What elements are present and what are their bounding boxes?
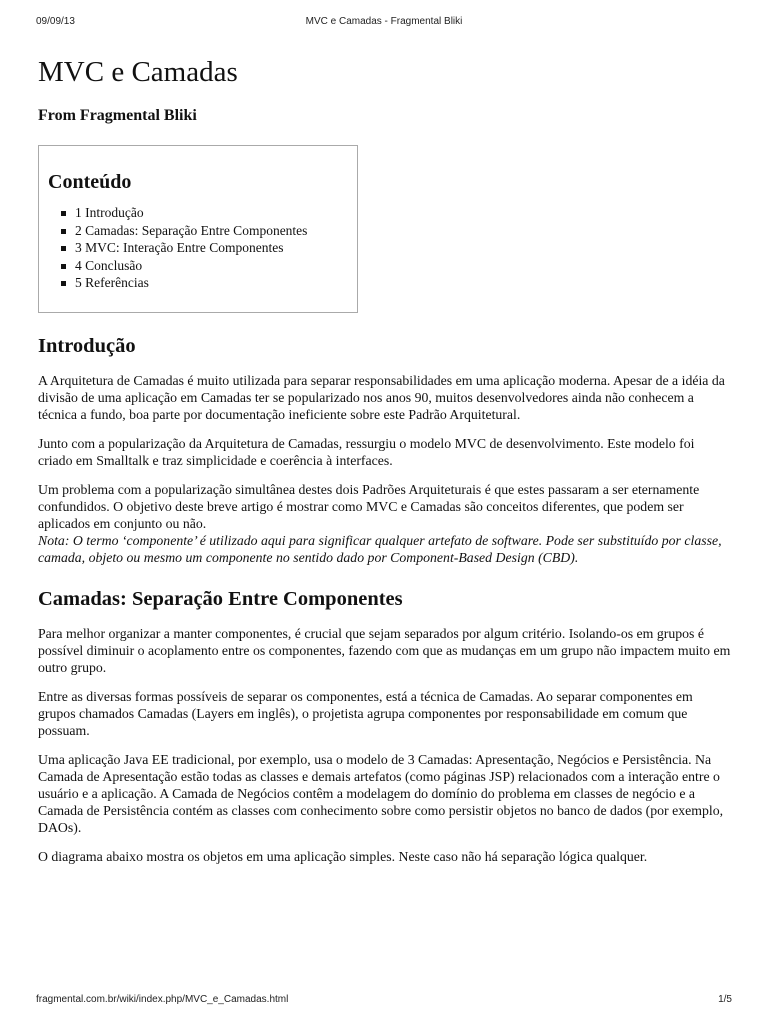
page-title: MVC e Camadas [38,56,238,88]
bullet-icon [61,211,66,216]
intro-paragraph: Um problema com a popularização simultânea destes dois Padrões Arquiteturais é que estes passaram a ser eternamente confundidos. O objetivo deste breve artigo é mostrar como MVC e Camadas são conceitos diferentes, que podem ser aplicados em conjunto ou não. [38,481,700,531]
page-subtitle: From Fragmental Bliki [38,107,197,124]
toc-item [75,257,349,275]
toc-list [48,204,349,292]
camadas-paragraph: Uma aplicação Java EE tradicional, por exemplo, usa o modelo de 3 Camadas: Apresentação, Negócios e Persistência. Na Camada de Apresentação estão todas as classes e demais artefatos (como páginas JSP) relacionados com a interação entre o usuário e a aplicação. A Camada de Negócios contêm a modelagem do domínio do problema em classes de negócio e a Camada de Persistência contém as classes com conhecimento sobre como persistir objetos no banco de dados (por exemplo, DAOs). [38,751,724,835]
toc-link-camadas[interactable]: 2 Camadas: Separação Entre Componentes [75,222,308,238]
toc-link-conclusao[interactable]: 4 Conclusão [75,257,143,273]
table-of-contents [38,145,358,313]
toc-item [75,239,349,257]
print-page-title: MVC e Camadas - Fragmental Bliki [305,16,463,27]
bullet-icon [61,281,66,286]
toc-link-referencias[interactable]: 5 Referências [75,275,149,290]
print-date: 09/09/13 [36,16,75,27]
toc-item [75,204,349,222]
intro-note: Nota: O termo ‘componente’ é utilizado aqui para significar qualquer artefato de software. Pode ser substituído por classe, camada, objeto ou mesmo um componente no sentido dado por Component-Based Design (CBD). [38,532,722,565]
print-footer [36,994,732,1008]
camadas-paragraph: O diagrama abaixo mostra os objetos em uma aplicação simples. Neste caso não há separação lógica qualquer. [38,848,648,864]
toc-item [75,274,349,292]
toc-link-introducao[interactable]: 1 Introdução [75,205,144,220]
toc-title: Conteúdo [48,171,132,193]
intro-paragraph: A Arquitetura de Camadas é muito utilizada para separar responsabilidades em uma aplicação moderna. Apesar de a idéia da divisão de uma aplicação em Camadas ter se popularizado nos anos 90, muitos desenvolvedores ainda não conhecem a técnica a fundo, boa parte por documentação ineficiente sobre este Padrão Arquitetural. [38,372,725,422]
print-page-number: 1/5 [718,994,732,1005]
bullet-icon [61,264,66,269]
toc-item [75,222,349,240]
camadas-paragraph: Para melhor organizar a manter componentes, é crucial que sejam separados por algum critério. Isolando-os em grupos é possível diminuir o acoplamento entre os componentes, fazendo com que as mudanças em um grupo não impactem muito em outro grupo. [38,625,731,675]
article-content [38,50,732,865]
print-url: fragmental.com.br/wiki/index.php/MVC_e_Camadas.html [36,994,289,1005]
toc-link-mvc[interactable]: 3 MVC: Interação Entre Componentes [75,240,284,255]
section-heading-introducao: Introdução [38,334,136,357]
print-header [36,16,732,30]
bullet-icon [61,246,66,251]
camadas-paragraph: Entre as diversas formas possíveis de separar os componentes, está a técnica de Camadas. Ao separar componentes em grupos chamados Camadas (Layers em inglês), o projetista agrupa componentes por responsabilidade em comum que possuam. [38,688,693,738]
bullet-icon [61,229,66,234]
section-heading-camadas: Camadas: Separação Entre Componentes [38,587,403,610]
intro-paragraph: Junto com a popularização da Arquitetura de Camadas, ressurgiu o modelo MVC de desenvolvimento. Este modelo foi criado em Smalltalk e traz simplicidade e coerência à interfaces. [38,435,695,468]
